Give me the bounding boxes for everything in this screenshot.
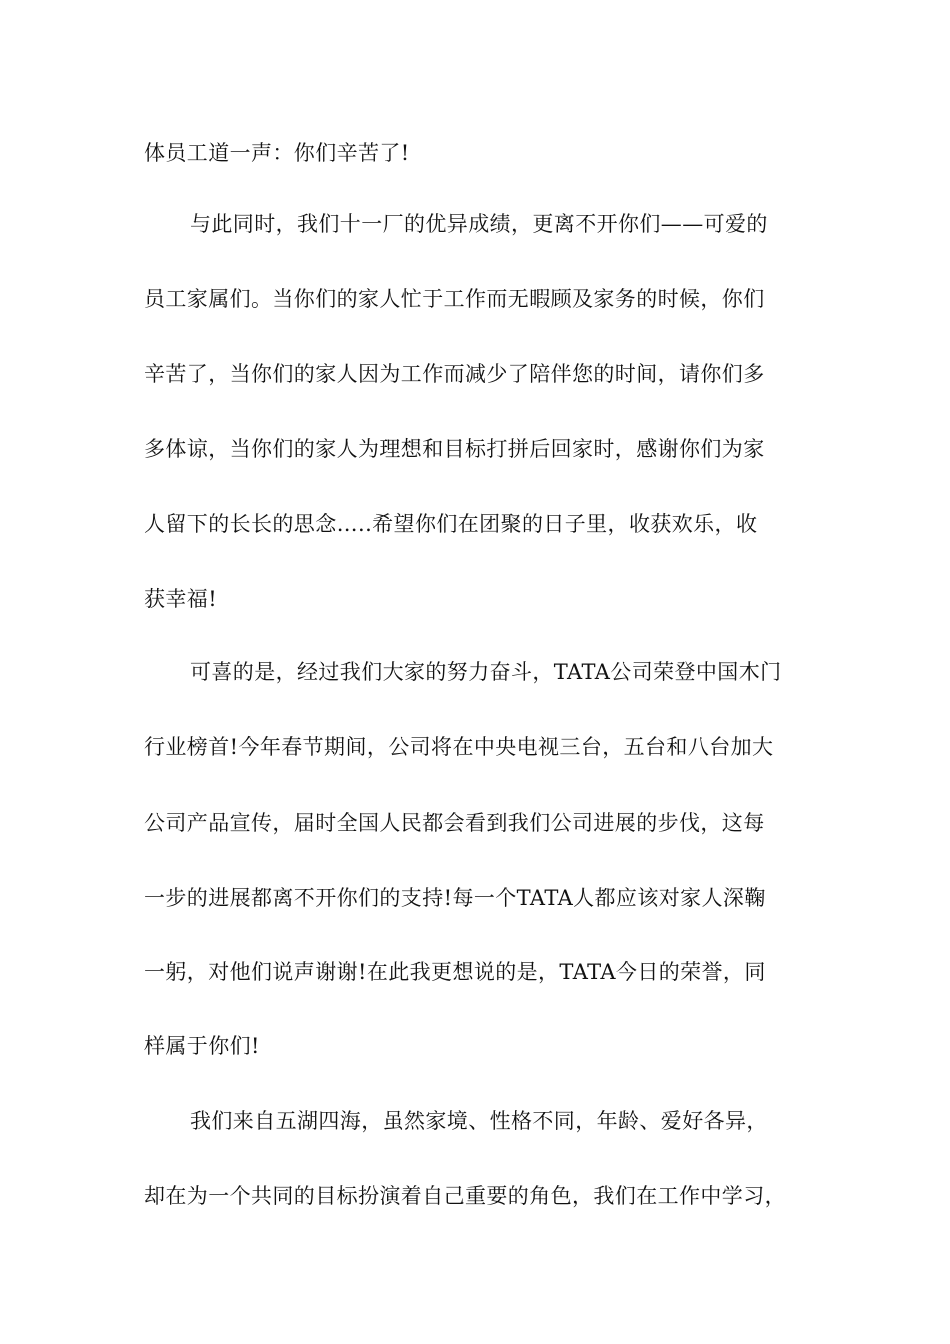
text-line: 辛苦了，当你们的家人因为工作而减少了陪伴您的时间，请你们多 bbox=[144, 362, 765, 386]
text-line: 体员工道一声：你们辛苦了! bbox=[144, 141, 410, 165]
paragraph-start-line: 可喜的是，经过我们大家的努力奋斗，TATA公司荣登中国木门 bbox=[190, 660, 782, 684]
text-line: 一躬，对他们说声谢谢!在此我更想说的是，TATA今日的荣誉，同 bbox=[144, 960, 766, 984]
text-line: 多体谅，当你们的家人为理想和目标打拼后回家时，感谢你们为家 bbox=[144, 437, 765, 461]
text-line: 一步的进展都离不开你们的支持!每一个TATA人都应该对家人深鞠 bbox=[144, 886, 766, 910]
text-line: 行业榜首!今年春节期间，公司将在中央电视三台，五台和八台加大 bbox=[144, 735, 774, 759]
text-line: 人留下的长长的思念…..希望你们在团聚的日子里，收获欢乐，收 bbox=[144, 512, 758, 536]
text-line: 样属于你们! bbox=[144, 1034, 260, 1058]
paragraph-start-line: 与此同时，我们十一厂的优异成绩，更离不开你们——可爱的 bbox=[190, 212, 768, 236]
text-line: 获幸福! bbox=[144, 587, 218, 611]
text-line: 却在为一个共同的目标扮演着自己重要的角色，我们在工作中学习， bbox=[144, 1184, 786, 1208]
paragraph-start-line: 我们来自五湖四海，虽然家境、性格不同，年龄、爱好各异， bbox=[190, 1109, 768, 1133]
text-line: 员工家属们。当你们的家人忙于工作而无暇顾及家务的时候，你们 bbox=[144, 287, 765, 311]
text-line: 公司产品宣传，届时全国人民都会看到我们公司进展的步伐，这每 bbox=[144, 811, 765, 835]
